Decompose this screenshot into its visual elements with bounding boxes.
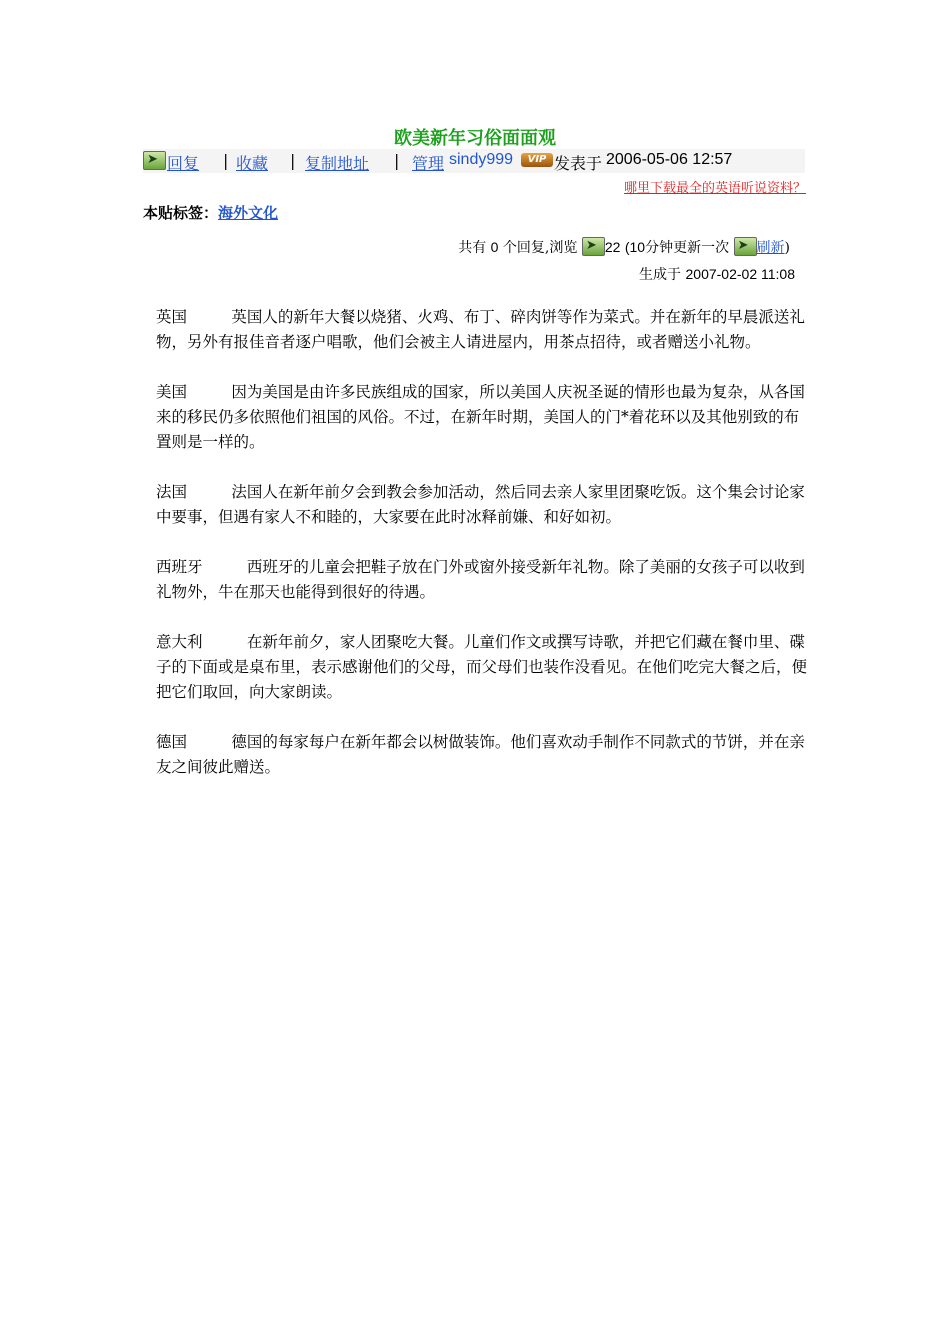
tags-label: 本贴标签：	[143, 205, 219, 222]
generated-at: 2007-02-02 11:08	[685, 266, 795, 282]
tag-link[interactable]: 海外文化	[218, 204, 279, 222]
separator: |	[394, 151, 400, 170]
paragraph-uk	[156, 305, 808, 355]
posted-label: 发表于	[554, 154, 603, 173]
reply-link[interactable]: 回复	[167, 154, 200, 173]
paragraph-text: 法国人在新年前夕会到教会参加活动，然后同去亲人家里团聚吃饭。这个集会讨论家中要事，但遇有家人不和睦的，大家要在此时冰释前嫌、和好如初。	[156, 483, 805, 526]
country-label: 英国	[156, 308, 188, 326]
paragraph-es	[156, 555, 808, 605]
stats-mid: 个回复,浏览	[502, 240, 578, 256]
post-toolbar: ➤ 回复 | 收藏 | 复制地址 | 管理 sindy999 VIP 发表于 2006-05-06 12:57	[143, 149, 805, 173]
view-count: 22	[604, 239, 621, 255]
paragraph-it	[156, 630, 808, 705]
post-title: 欧美新年习俗面面观	[394, 128, 556, 149]
paragraph-fr	[156, 480, 808, 530]
country-label: 德国	[156, 733, 188, 751]
views-icon	[582, 240, 605, 256]
stats-row	[458, 237, 790, 257]
generated-label: 生成于	[639, 267, 682, 283]
paragraph-text: 德国的每家每户在新年都会以树做装饰。他们喜欢动手制作不同款式的节饼，并在亲友之间彼此赠送。	[156, 733, 805, 776]
separator: |	[290, 151, 296, 170]
copy-address-link[interactable]: 复制地址	[305, 154, 370, 173]
paragraph-de	[156, 730, 808, 780]
refresh-close: )	[784, 240, 790, 256]
paragraph-us	[156, 380, 808, 455]
reply-count: 0	[490, 239, 499, 255]
country-label: 意大利	[156, 633, 203, 651]
country-label: 法国	[156, 483, 188, 501]
paragraph-text: 西班牙的儿童会把鞋子放在门外或窗外接受新年礼物。除了美丽的女孩子可以收到礼物外，牛在那天也能得到很好的待遇。	[156, 558, 805, 601]
refresh-link[interactable]: 刷新	[756, 240, 785, 256]
refresh-note-open: (10	[624, 239, 646, 255]
promo-link[interactable]: 哪里下载最全的英语听说资料？	[623, 181, 806, 196]
author-link[interactable]: sindy999	[449, 151, 514, 168]
separator: |	[223, 151, 229, 170]
country-label: 美国	[156, 383, 188, 401]
paragraph-text: 英国人的新年大餐以烧猪、火鸡、布丁、碎肉饼等作为菜式。并在新年的早晨派送礼物，另外有报佳音者逐户唱歌，他们会被主人请进屋内，用茶点招待，或者赠送小礼物。	[156, 308, 805, 351]
paragraph-text: 因为美国是由许多民族组成的国家，所以美国人庆祝圣诞的情形也最为复杂，从各国来的移民仍多依照他们祖国的风俗。不过，在新年时期，美国人的门*着花环以及其他别致的布置则是一样的。	[156, 383, 805, 451]
favorite-link[interactable]: 收藏	[236, 154, 269, 173]
posted-at: 2006-05-06 12:57	[606, 151, 733, 168]
generated-row	[639, 264, 795, 284]
tags-row	[143, 202, 278, 223]
country-label: 西班牙	[156, 558, 203, 576]
refresh-icon[interactable]	[734, 240, 757, 256]
stats-prefix: 共有	[458, 240, 487, 256]
refresh-note: 分钟更新一次	[645, 240, 730, 256]
manage-link[interactable]: 管理	[412, 154, 445, 173]
post-content	[156, 305, 808, 805]
paragraph-text: 在新年前夕，家人团聚吃大餐。儿童们作文或撰写诗歌，并把它们藏在餐巾里、碟子的下面或是桌布里，表示感谢他们的父母，而父母们也装作没看见。在他们吃完大餐之后，便把它们取回，向大家朗读。	[156, 633, 808, 701]
